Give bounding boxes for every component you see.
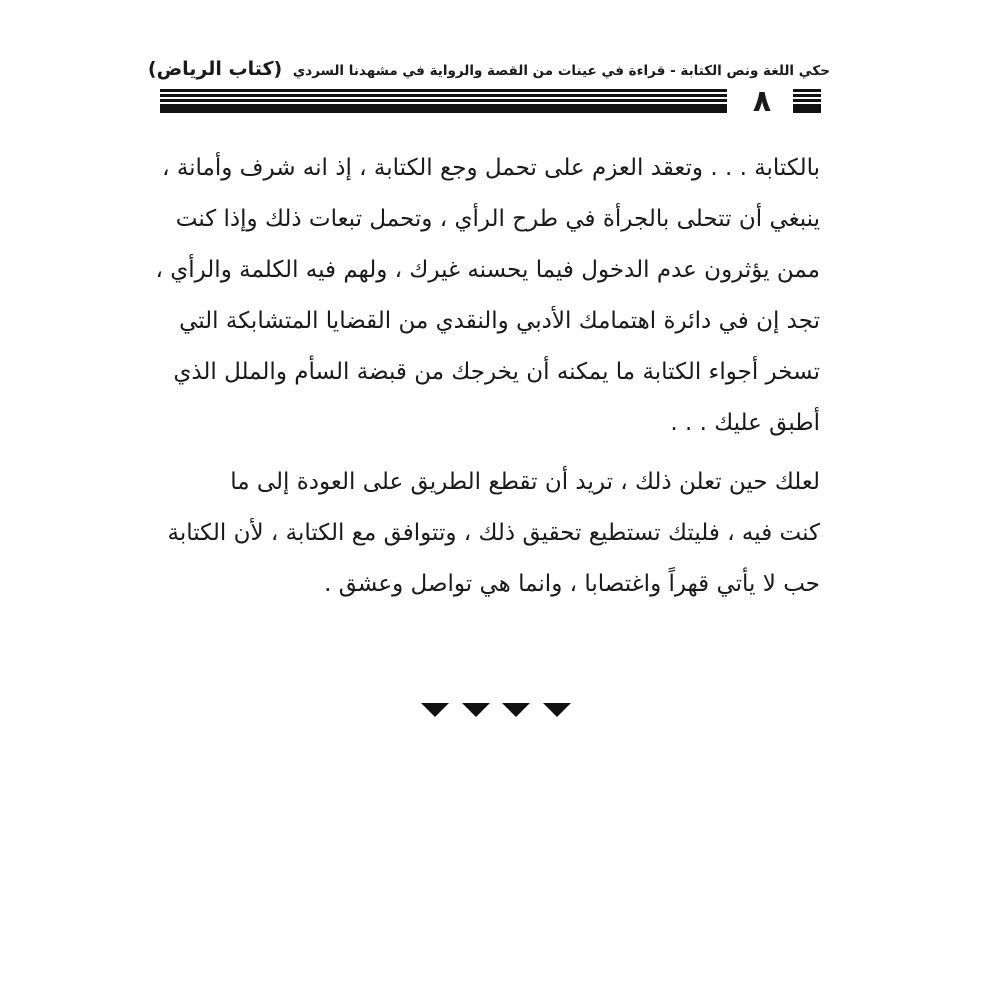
triangle-down-icon [421,703,449,717]
series-title: (كتاب الرياض) [147,58,283,80]
text-line: أطبق عليك . . . [670,410,820,436]
text-line: ينبغي أن تتحلى بالجرأة في طرح الرأي ، وتحمل تبعات ذلك وإذا كنت [175,206,820,232]
triangle-down-icon [462,703,490,717]
text-line: بالكتابة . . . وتعقد العزم على تحمل وجع الكتابة ، إذ انه شرف وأمانة ، [162,155,820,181]
running-head [147,58,830,80]
triangle-down-icon [543,703,571,717]
page-number: ٨ [752,84,772,119]
running-title: حكي اللغة ونص الكتابة - قراءة في عينات من القصة والرواية في مشهدنا السردي [292,63,830,79]
header-rule-left [160,89,727,113]
paragraph-2 [160,457,820,610]
text-line: تسخر أجواء الكتابة ما يمكنه أن يخرجك من قبضة السأم والملل الذي [173,359,820,385]
text-line: تجد إن في دائرة اهتمامك الأدبي والنقدي من القضايا المتشابكة التي [179,308,820,334]
text-line: حب لا يأتي قهراً واغتصابا ، وانما هي تواصل وعشق . [324,571,820,597]
section-ornament [421,703,571,719]
header-rule-right [793,89,821,113]
text-line: لعلك حين تعلن ذلك ، تريد أن تقطع الطريق على العودة إلى ما [230,469,820,495]
triangle-down-icon [502,703,530,717]
text-line: كنت فيه ، فليتك تستطيع تحقيق ذلك ، وتتوافق مع الكتابة ، لأن الكتابة [167,520,820,546]
text-line: ممن يؤثرون عدم الدخول فيما يحسنه غيرك ، ولهم فيه الكلمة والرأي ، [155,257,820,283]
paragraph-1 [155,143,820,449]
